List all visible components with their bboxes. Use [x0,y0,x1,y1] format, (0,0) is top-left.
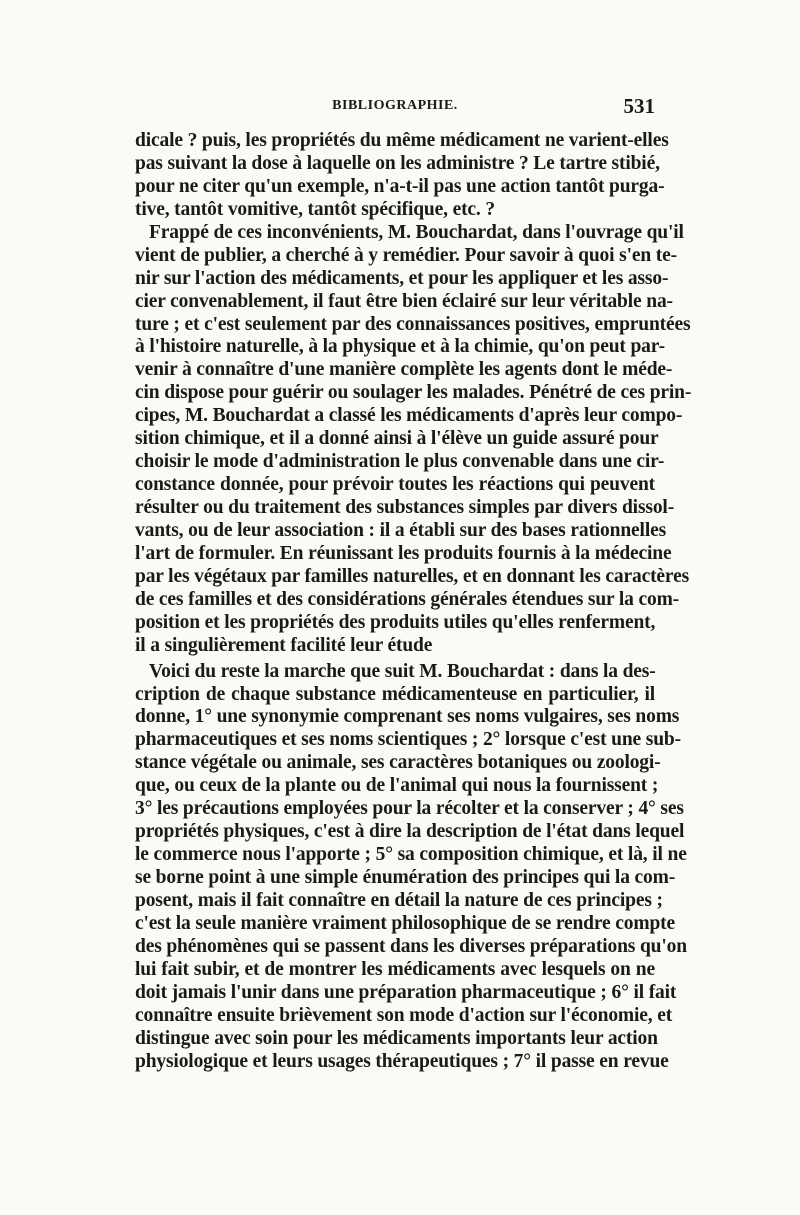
text-line: connaître ensuite brièvement son mode d'action sur l'économie, et [135,1004,673,1026]
text-line: l'art de formuler. En réunissant les produits fournis à la médecine [135,542,672,564]
text-line: propriétés physiques, c'est à dire la description de l'état dans lequel [135,821,685,843]
text-line: choisir le mode d'administration le plus convenable dans une cir- [135,451,665,473]
text-line: vants, ou de leur association : il a établi sur des bases rationnelles [135,519,667,541]
page-header [135,94,655,124]
text-line: à l'histoire naturelle, à la physique et à la chimie, qu'on peut par- [135,336,665,358]
text-line: constance donnée, pour prévoir toutes les réactions qui peuvent [135,474,655,496]
text-line: résulter ou du traitement des substances simples par divers dissol- [135,497,675,518]
text-line: stance végétale ou animale, ses caractères botaniques ou zoologi- [135,752,661,774]
text-line: distingue avec soin pour les médicaments importants leur action [135,1027,658,1049]
page-number: 531 [623,94,655,118]
text-line: cin dispose pour guérir ou soulager les malades. Pénétré de ces prin- [135,382,692,404]
text-line: vient de publier, a cherché à y remédier. Pour savoir à quoi s'en te- [135,244,677,266]
text-line: il a singulièrement facilité leur étude [135,634,433,656]
running-head: BIBLIOGRAPHIE. [332,98,458,113]
text-line: dicale ? puis, les propriétés du même médicament ne varient-elles [135,130,669,151]
text-line: c'est la seule manière vraiment philosophique de se rendre compte [135,912,676,934]
text-line: par les végétaux par familles naturelles, et en donnant les caractères [135,565,690,587]
text-line: Voici du reste la marche que suit M. Bouchardat : dans la des- [149,660,656,682]
text-line: Frappé de ces inconvénients, M. Bouchardat, dans l'ouvrage qu'il [149,221,684,243]
text-line: se borne point à une simple énumération des principes qui la com- [135,867,676,888]
text-line: pour ne citer qu'un exemple, n'a-t-il pas une action tantôt purga- [135,175,665,197]
text-line: pas suivant la dose à laquelle on les administre ? Le tartre stibié, [135,152,660,174]
text-line: pharmaceutiques et ses noms scientiques ; 2° lorsque c'est une sub- [135,729,681,751]
text-line: cription de chaque substance médicamenteuse en particulier, il [135,683,655,705]
text-line: posent, mais il fait connaître en détail la nature de ces principes ; [135,889,663,911]
text-line: de ces familles et des considérations générales étendues sur la com- [135,588,680,610]
text-line: le commerce nous l'apporte ; 5° sa composition chimique, et là, il ne [135,844,687,866]
text-line: physiologique et leurs usages thérapeutiques ; 7° il passe en revue [135,1050,669,1072]
text-line: position et les propriétés des produits utiles qu'elles renferment, [135,611,656,633]
text-line: que, ou ceux de la plante ou de l'animal qui nous la fournissent ; [135,775,659,797]
body-text [135,130,692,1073]
text-line: nir sur l'action des médicaments, et pour les appliquer et les asso- [135,267,669,289]
text-line: cipes, M. Bouchardat a classé les médicaments d'après leur compo- [135,405,683,427]
text-line: des phénomènes qui se passent dans les diverses préparations qu'on [135,935,687,957]
text-line: lui fait subir, et de montrer les médicaments avec lesquels on ne [135,958,655,980]
text-line: 3° les précautions employées pour la récolter et la conserver ; 4° ses [135,798,684,820]
text-line: donne, 1° une synonymie comprenant ses noms vulgaires, ses noms [135,706,680,728]
text-line: sition chimique, et il a donné ainsi à l'élève un guide assuré pour [135,428,659,450]
text-line: doit jamais l'unir dans une préparation pharmaceutique ; 6° il fait [135,981,677,1003]
text-line: cier convenablement, il faut être bien éclairé sur leur véritable na- [135,290,673,312]
text-line: venir à connaître d'une manière complète les agents dont le méde- [135,359,673,381]
text-line: ture ; et c'est seulement par des connaissances positives, empruntées [135,313,691,335]
text-line: tive, tantôt vomitive, tantôt spécifique, etc. ? [135,198,495,220]
